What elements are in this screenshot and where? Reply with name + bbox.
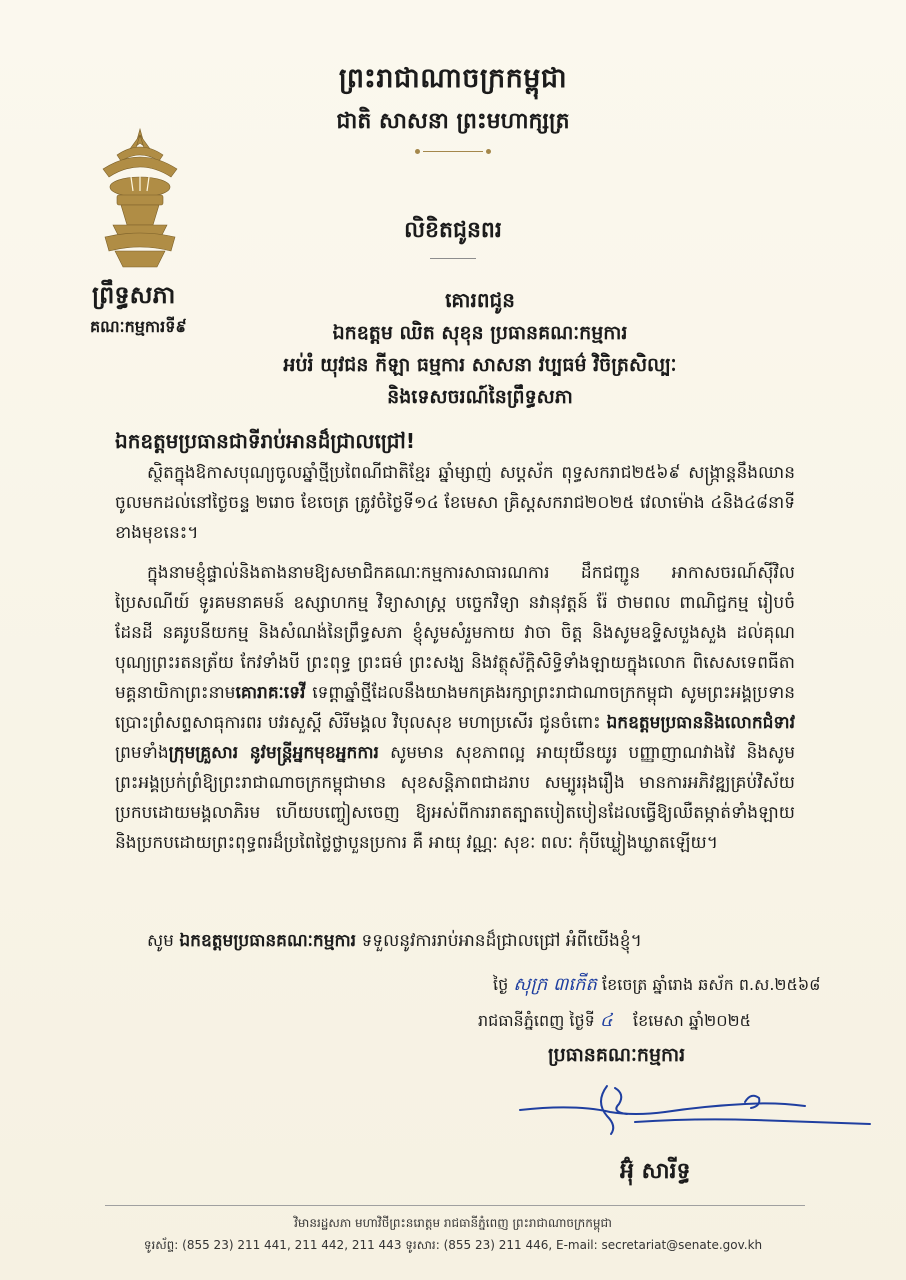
signatory-title: ប្រធានគណៈកម្មការ — [548, 1044, 686, 1066]
closing-text-a: សូម — [147, 931, 180, 951]
solar-date-handwritten: ៤ — [599, 1010, 613, 1031]
solar-date-prefix: រាជធានីភ្នំពេញ ថ្ងៃទី — [478, 1011, 595, 1030]
institution-name: ព្រឹទ្ធសភា — [92, 281, 176, 309]
footer-divider — [105, 1205, 805, 1206]
paragraph-2-text-a: ក្នុងនាមខ្ញុំផ្ទាល់និងតាងនាមឱ្យសមាជិកគណៈកម្មការសាធារណការ ដឹកជញ្ជូន អាកាសចរណ៍ស៊ីវិល ប្រៃសណីយ៍ ទូរគមនាគមន៍ ឧស្សាហកម្ម វិទ្យាសាស្ត្រ បច្ចេកវិទ្យា នវានុវត្តន៍ រ៉ែ ថាមពល ពាណិជ្ជកម្ម រៀបចំដែនដី នគរូបនីយកម្ម និងសំណង់នៃព្រឹទ្ធសភា ខ្ញុំសូមសំរួមកាយ វាចា ចិត្ត និងសូមឧទ្ទិសបួងសួង ដល់គុណបុណ្យព្រះរតនត្រ័យ កែវទាំងបី ព្រះពុទ្ធ ព្រះធម៌ ព្រះសង្ឃ និងវត្ថុស័ក្តិសិទ្ធិទាំងឡាយក្នុងលោក ពិសេសទេពធីតាមគ្គនាយិកាព្រះនាម — [115, 563, 795, 703]
title-divider — [430, 258, 476, 259]
paragraph-2-text-b: ទេព្តាឆ្នាំថ្មីដែលនឹងយាងមកគ្រងរក្សាព្រះរាជាណាចក្រកម្ពុជា សូមព្រះអង្គប្រទានប្រោះព្រំសព្ទសាធុការពរ បវរសួស្តី សិរីមង្គល វិបុលសុខ មហាប្រសើរ ជូនចំពោះ — [115, 683, 795, 733]
paragraph-2-text-d: សូមមាន សុខភាពល្អ អាយុយឺនយូរ បញ្ញាញាណវាងវៃ និងសូមព្រះអង្គប្រក់ព្រំឱ្យព្រះរាជាណាចក្រកម្ពុជាមាន សុខសន្តិភាពជាដរាប សម្បូររុងរឿង មានការអភិវឌ្ឍគ្រប់វិស័យប្រកបដោយមង្គលាភិរម ហើយបញ្ចៀសចេញ ឱ្យអស់ពីការរាតត្បាតបៀតបៀនដែលធ្វើឱ្យឈឺតម្កាត់ទាំងឡាយ និងប្រកបដោយព្រះពុទ្ធពរដ៏ប្រពៃថ្លៃថ្លាបួនប្រការ គឺ អាយុ វណ្ណៈ សុខៈ ពលៈ កុំបីឃ្លៀងឃ្លាតឡើយ។ — [115, 743, 796, 853]
commission-name: គណៈកម្មការទី៩ — [90, 317, 187, 336]
lunar-date-suffix: ខែចេត្រ ឆ្នាំរោង ឆស័ក ព.ស.២៥៦៨ — [602, 975, 821, 994]
handwritten-signature — [515, 1082, 875, 1142]
deity-name: គោរាគៈទេវី — [235, 683, 306, 703]
lunar-date-prefix: ថ្ងៃ — [493, 975, 509, 994]
family-staff: ក្រុមគ្រួសារ នូវមន្ត្រីអ្នកមុខអ្នកការ — [168, 743, 379, 763]
senate-emblem-icon — [95, 125, 185, 275]
ornament-divider — [423, 151, 483, 152]
recipient-line-1: ឯកឧត្តម ឈិត សុខុន ប្រធានគណៈកម្មការ — [332, 322, 628, 344]
closing-addressee: ឯកឧត្តមប្រធានគណៈកម្មការ — [179, 931, 357, 951]
recipient-respect: គោរពជូន — [445, 288, 515, 312]
recipient-couple: ឯកឧត្តមប្រធាននិងលោកជំទាវ — [606, 713, 795, 733]
document-title: លិខិតជូនពរ — [404, 218, 502, 243]
closing-text-b: ទទួលនូវការរាប់អានដ៏ជ្រាលជ្រៅ អំពីយើងខ្ញុំ។ — [356, 931, 642, 951]
salutation: ឯកឧត្តមប្រធានជាទីរាប់អានដ៏ជ្រាលជ្រៅ! — [115, 429, 415, 453]
kingdom-name: ព្រះរាជាណាចក្រកម្ពុជា — [338, 63, 568, 94]
paragraph-1: ស្ថិតក្នុងឱកាសបុណ្យចូលឆ្នាំថ្មីប្រពៃណីជាតិខ្មែរ ឆ្នាំម្សាញ់ សប្តស័ក ពុទ្ធសករាជ២៥៦៩ សង្ក្រាន្តនឹងឈាន ចូលមកដល់នៅថ្ងៃចន្ទ ២រោច ខែចេត្រ ត្រូវចំថ្ងៃទី១៤ ខែមេសា គ្រិស្តសករាជ២០២៥ វេលាម៉ោង ៤និង៤៨នាទី ខាងមុខនេះ។ — [115, 463, 795, 543]
recipient-line-2: អប់រំ យុវជន កីឡា ធម្មការ សាសនា វប្បធម៌ វិចិត្រសិល្បៈ — [283, 354, 677, 376]
recipient-block — [200, 287, 760, 413]
footer-address: វិមានរដ្ឋសភា មហាវិថីព្រះនរោត្តម រាជធានីភ្នំពេញ ព្រះរាជាណាចក្រកម្ពុជា — [294, 1216, 612, 1230]
closing-line — [147, 930, 642, 955]
solar-date-suffix: ខែមេសា ឆ្នាំ២០២៥ — [633, 1011, 751, 1030]
lunar-date — [493, 972, 821, 999]
solar-date — [478, 1008, 751, 1035]
paragraph-2-text-c: ព្រមទាំង — [115, 743, 169, 763]
national-motto: ជាតិ សាសនា ព្រះមហាក្សត្រ — [336, 109, 570, 134]
paragraph-2 — [115, 558, 795, 858]
letter-body — [115, 458, 795, 858]
footer — [0, 1212, 906, 1256]
signatory-name: អ៊ុំ សារីទ្ធ — [620, 1159, 691, 1184]
footer-contact: ទូរស័ព្ទ: (855 23) 211 441, 211 442, 211 443 ទូរសារ: (855 23) 211 446, E-mail: secretariat@senate.gov.kh — [143, 1238, 763, 1252]
lunar-date-handwritten: សុក្រ ៣កើត — [513, 974, 597, 995]
recipient-line-3: និងទេសចរណ៍នៃព្រឹទ្ធសភា — [387, 386, 573, 408]
